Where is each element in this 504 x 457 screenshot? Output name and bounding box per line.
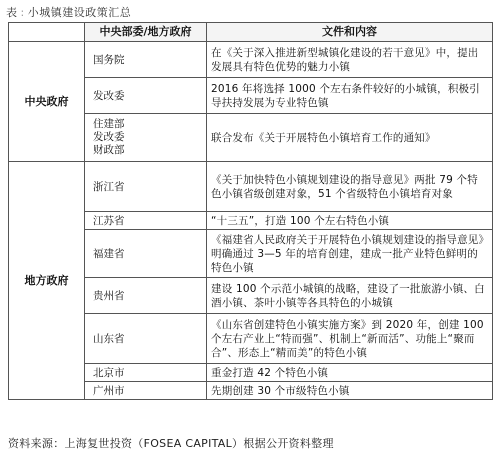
table-row [9, 162, 493, 212]
header-dept: 中央部委/地方政府 [85, 23, 207, 42]
policy-table [8, 22, 493, 400]
category-central: 中央政府 [9, 42, 85, 162]
content-cell: “十三五”，打造 100 个左右特色小镇 [207, 212, 493, 230]
dept-cell: 山东省 [85, 314, 207, 364]
content-cell: 先期创建 30 个市级特色小镇 [207, 382, 493, 400]
dept-cell: 国务院 [85, 42, 207, 78]
category-local: 地方政府 [9, 162, 85, 400]
header-corner [9, 23, 85, 42]
content-cell: 建设 100 个示范小城镇的战略，建设了一批旅游小镇、白酒小镇、茶叶小镇等各具特色的小城镇 [207, 278, 493, 314]
dept-cell: 住建部 发改委 财政部 [85, 114, 207, 162]
source-note: 资料来源：上海复世投资（FOSEA CAPITAL）根据公开资料整理 [8, 437, 334, 450]
dept-cell: 江苏省 [85, 212, 207, 230]
caption-prefix: 表 [6, 6, 18, 19]
dept-cell: 发改委 [85, 78, 207, 114]
table-caption [6, 4, 131, 20]
header-row [9, 23, 493, 42]
content-cell: 重金打造 42 个特色小镇 [207, 364, 493, 382]
content-cell: 《福建省人民政府关于开展特色小镇规划建设的指导意见》明确通过 3—5 年的培育创建，建成一批产业特色鲜明的特色小镇 [207, 230, 493, 278]
content-cell: 《关于加快特色小镇规划建设的指导意见》两批 79 个特色小镇省级创建对象，51 个省级特色小镇培育对象 [207, 162, 493, 212]
header-content: 文件和内容 [207, 23, 493, 42]
content-cell: 2016 年将选择 1000 个左右条件较好的小城镇，积极引导扶持发展为专业特色镇 [207, 78, 493, 114]
content-cell: 《山东省创建特色小镇实施方案》到 2020 年，创建 100 个左右产业上“特而强”、机制上“新而活”、功能上“聚而合”、形态上“精而美”的特色小镇 [207, 314, 493, 364]
table-row [9, 42, 493, 78]
dept-cell: 福建省 [85, 230, 207, 278]
dept-cell: 广州市 [85, 382, 207, 400]
dept-cell: 北京市 [85, 364, 207, 382]
dept-cell: 浙江省 [85, 162, 207, 212]
caption-title: 小城镇建设政策汇总 [27, 6, 132, 19]
content-cell: 联合发布《关于开展特色小镇培育工作的通知》 [207, 114, 493, 162]
content-cell: 在《关于深入推进新型城镇化建设的若干意见》中，提出发展具有特色优势的魅力小镇 [207, 42, 493, 78]
caption-separator: : [20, 6, 25, 19]
dept-cell: 贵州省 [85, 278, 207, 314]
